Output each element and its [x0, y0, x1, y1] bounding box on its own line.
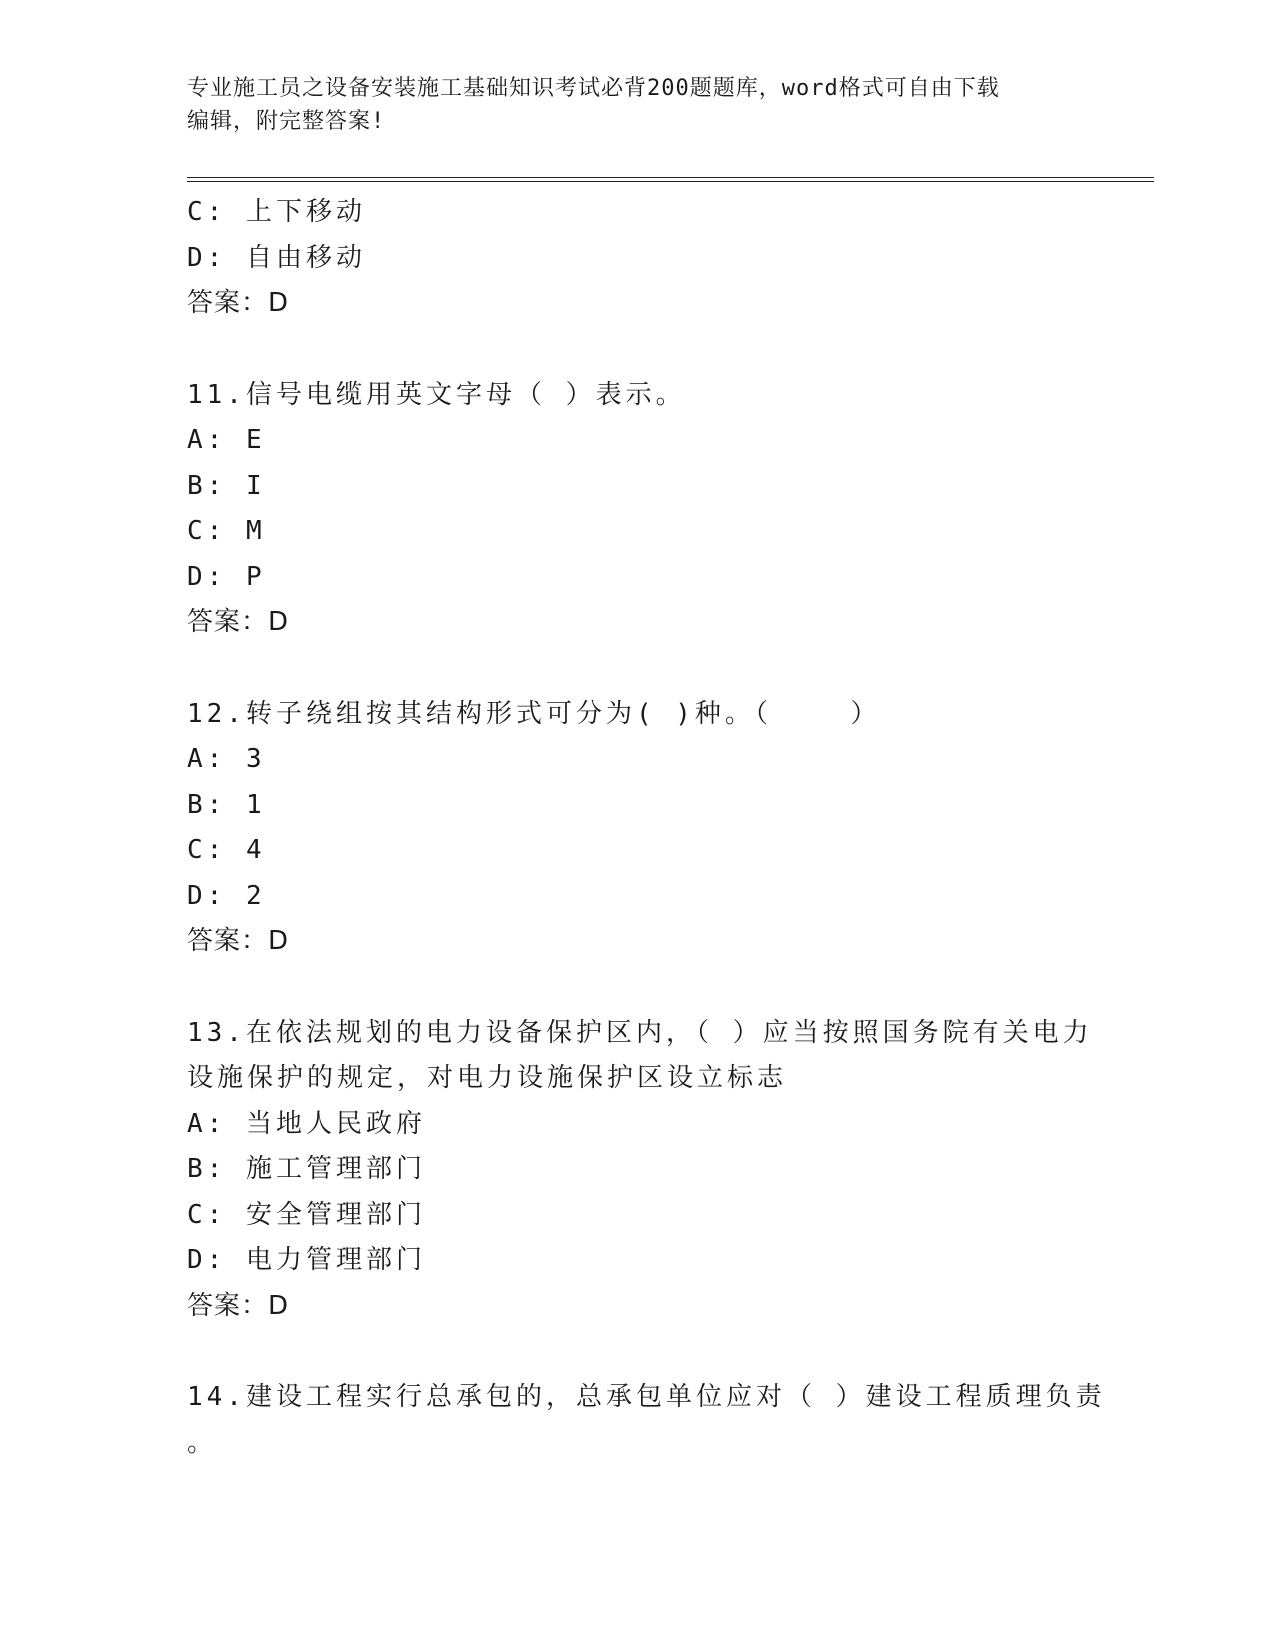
question-stem: 11.信号电缆用英文字母（ ）表示。	[187, 379, 686, 410]
question-gap	[187, 646, 1087, 692]
question-stem-line1: 13.在依法规划的电力设备保护区内，（ ）应当按照国务院有关电力	[187, 1017, 1093, 1048]
question-stem: 12.转子绕组按其结构形式可分为( )种。（ ）	[187, 698, 881, 729]
header-title-line1: 专业施工员之设备安装施工基础知识考试必背200题题库，word格式可自由下载	[187, 76, 1000, 101]
header-divider	[187, 177, 1154, 182]
option-a: A: E	[187, 425, 266, 455]
document-header	[187, 72, 1067, 138]
question-14	[187, 1375, 1106, 1466]
question-stem-line2: 设施保护的规定，对电力设施保护区设立标志	[187, 1063, 788, 1093]
option-c: C: M	[187, 516, 266, 546]
option-c: C: 安全管理部门	[187, 1199, 426, 1230]
answer-label: 答案：D	[187, 926, 290, 956]
option-d: D: 自由移动	[187, 242, 366, 273]
option-d: D: 电力管理部门	[187, 1245, 426, 1275]
question-stem-line1: 14.建设工程实行总承包的，总承包单位应对（ ）建设工程质理负责	[187, 1382, 1106, 1412]
question-gap	[187, 1329, 1087, 1375]
option-d: D: 2	[187, 880, 266, 911]
option-b: B: 施工管理部门	[187, 1154, 426, 1184]
option-c: C: 4	[187, 835, 266, 865]
answer-label: 答案：D	[187, 607, 290, 637]
option-a: A: 当地人民政府	[187, 1108, 426, 1139]
question-gap	[187, 327, 1087, 373]
option-b: B: 1	[187, 789, 266, 820]
question-stem-line2: 。	[187, 1427, 218, 1458]
option-c: C: 上下移动	[187, 197, 366, 227]
answer-label: 答案：D	[187, 1290, 290, 1321]
previous-question-tail	[187, 190, 1087, 327]
answer-label: 答案：D	[187, 288, 290, 318]
header-title-line2: 编辑，附完整答案!	[187, 109, 386, 134]
question-13	[187, 1011, 1093, 1330]
question-list	[187, 190, 1106, 1466]
option-a: A: 3	[187, 744, 266, 774]
question-12	[187, 692, 1087, 965]
option-b: B: I	[187, 470, 266, 501]
question-11	[187, 373, 1087, 646]
option-d: D: P	[187, 561, 266, 592]
question-gap	[187, 965, 1087, 1011]
